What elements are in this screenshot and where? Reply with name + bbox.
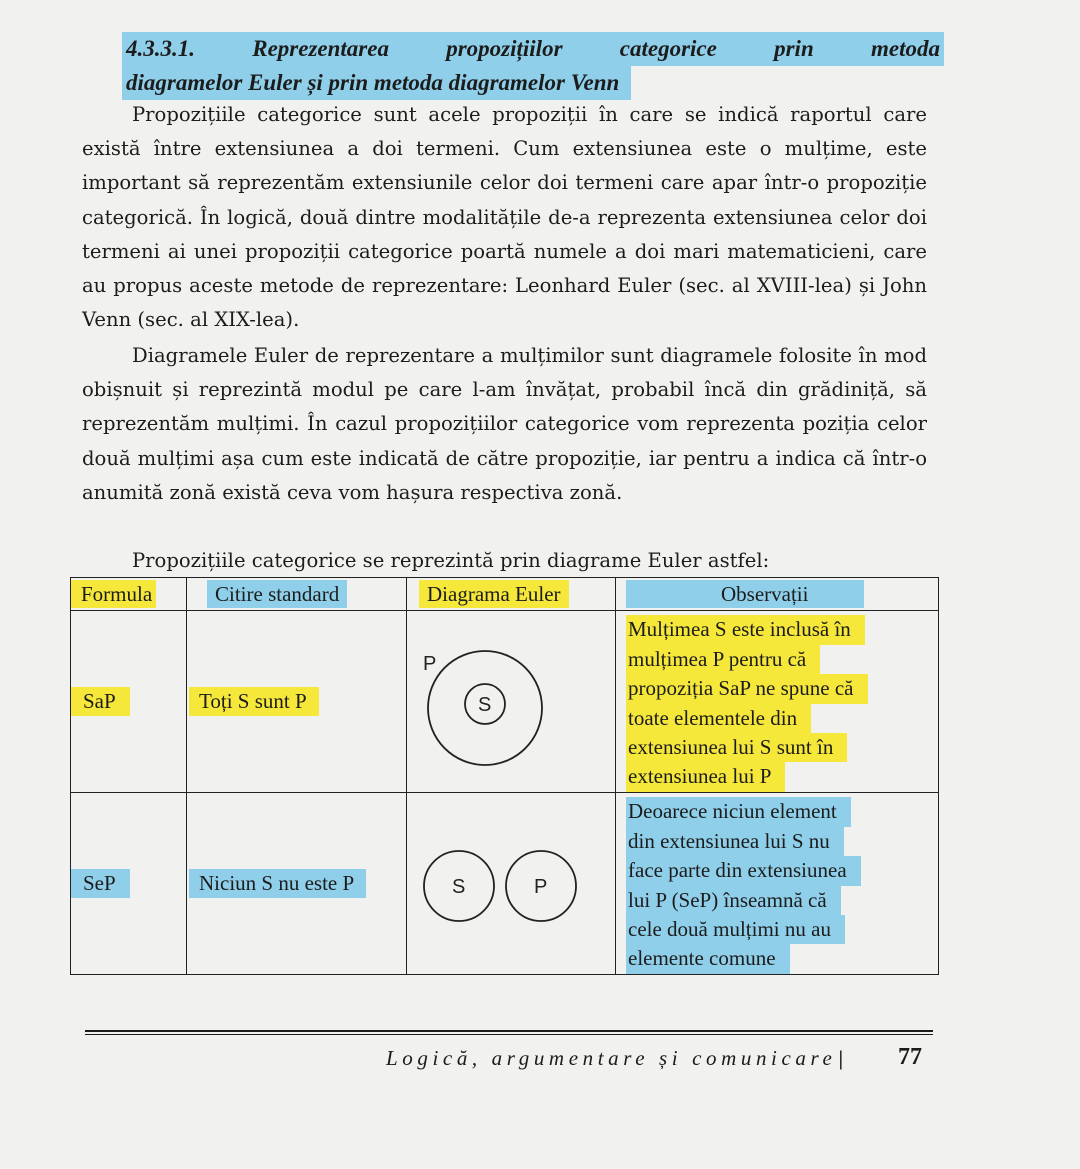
header-label: Observații xyxy=(626,580,864,608)
page-number: 77 xyxy=(898,1044,922,1070)
observatii-line: Deoarece niciun element xyxy=(626,797,851,826)
observatii-line: Mulțimea S este inclusă în xyxy=(626,615,865,644)
footer-divider-thin xyxy=(85,1034,933,1035)
paragraph-text: Propozițiile categorice sunt acele propoziții în care se indică raportul care există între extensiunea a doi termeni. Cum extensiunea este o mulțime, este important să reprezentăm extensiunile celor doi termeni care apar într-o propoziție categorică. În logică, două dintre modalitățile de-a reprezenta extensiunea celor doi termeni ai unei propoziții categorice poartă numele a doi mari matematicieni, care au propus aceste metode de reprezentare: Leonhard Euler (sec. al XVIII-lea) și John Venn (sec. al XIX-lea). xyxy=(82,103,927,332)
header-label: Diagrama Euler xyxy=(419,580,569,608)
book-title: Logică, argumentare și comunicare xyxy=(386,1046,837,1070)
heading-word: metoda xyxy=(871,36,940,61)
cell-diagram-sep xyxy=(407,793,616,975)
cell-citire xyxy=(187,793,407,975)
paragraph-intro xyxy=(82,98,927,337)
header-label: Formula xyxy=(71,580,156,608)
observatii-line: toate elementele din xyxy=(626,704,811,733)
table-row xyxy=(71,793,939,975)
citire-value: Niciun S nu este P xyxy=(189,869,366,898)
section-heading xyxy=(122,32,944,100)
set-p-label: P xyxy=(534,875,548,898)
heading-word: Reprezentarea xyxy=(252,36,389,61)
observatii-line: extensiunea lui P xyxy=(626,762,785,791)
cell-observatii xyxy=(616,793,939,975)
formula-value: SeP xyxy=(71,869,130,898)
observatii-line: extensiunea lui S sunt în xyxy=(626,733,847,762)
heading-word: categorice xyxy=(619,36,717,61)
formula-value: SaP xyxy=(71,687,130,716)
section-heading-line-1 xyxy=(122,32,944,66)
set-s-label: S xyxy=(452,875,466,898)
cell-diagram-sap xyxy=(407,611,616,793)
running-footer xyxy=(386,1046,843,1071)
cell-formula xyxy=(71,793,187,975)
footer-separator: | xyxy=(838,1046,844,1070)
header-formula xyxy=(71,578,187,611)
euler-diagram-table xyxy=(70,577,939,975)
paragraph-text: Diagramele Euler de reprezentare a mulțimilor sunt diagramele folosite în mod obișnuit și reprezintă modul pe care l-am învățat, probabil încă din grădiniță, să reprezentăm mulțimi. În cazul propozițiilor categorice vom reprezenta poziția celor două mulțimi așa cum este indicată de către propoziție, iar pentru a indica că într-o anumită zonă există ceva vom hașura respectiva zonă. xyxy=(82,344,927,504)
heading-word: prin xyxy=(774,36,814,61)
cell-citire xyxy=(187,611,407,793)
observatii-line: din extensiunea lui S nu xyxy=(626,827,844,856)
observatii-line: mulțimea P pentru că xyxy=(626,645,820,674)
section-number: 4.3.3.1. xyxy=(126,36,195,61)
cell-formula xyxy=(71,611,187,793)
observatii-line: face parte din extensiunea xyxy=(626,856,861,885)
observatii-text xyxy=(616,793,938,973)
set-s-label: S xyxy=(478,693,492,716)
header-label: Citire standard xyxy=(207,580,347,608)
heading-word: propozițiilor xyxy=(446,36,563,61)
section-heading-line-2: diagramelor Euler și prin metoda diagramelor Venn xyxy=(122,66,631,100)
paragraph-euler xyxy=(82,339,927,510)
euler-diagram-inclusion xyxy=(407,612,615,792)
table-header-row xyxy=(71,578,939,611)
observatii-line: lui P (SeP) înseamnă că xyxy=(626,886,841,915)
header-citire xyxy=(187,578,407,611)
cell-observatii xyxy=(616,611,939,793)
observatii-line: elemente comune xyxy=(626,944,790,973)
paragraph-text: Propozițiile categorice se reprezintă prin diagrame Euler astfel: xyxy=(132,549,770,572)
paragraph-table-intro xyxy=(82,544,927,578)
observatii-text xyxy=(616,611,938,791)
set-p-label: P xyxy=(423,652,437,675)
observatii-line: propoziția SaP ne spune că xyxy=(626,674,868,703)
observatii-line: cele două mulțimi nu au xyxy=(626,915,845,944)
euler-diagram-disjoint xyxy=(407,794,615,974)
header-observatii xyxy=(616,578,939,611)
citire-value: Toți S sunt P xyxy=(189,687,319,716)
header-diagram xyxy=(407,578,616,611)
footer-divider xyxy=(85,1030,933,1032)
table-row xyxy=(71,611,939,793)
